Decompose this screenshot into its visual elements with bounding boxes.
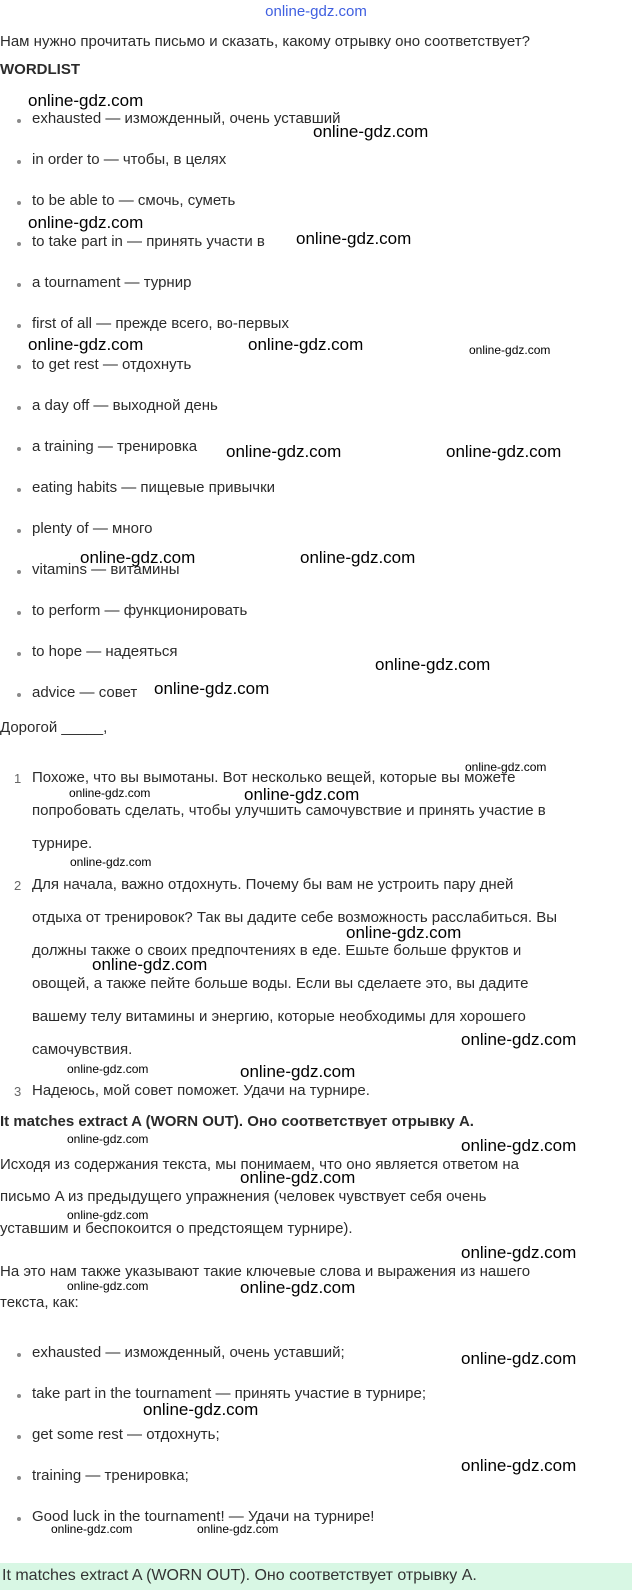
watermark: online-gdz.com (240, 1278, 356, 1297)
watermark: online-gdz.com (296, 229, 412, 248)
wordlist-item: first of all — прежде всего, во-первых (32, 315, 289, 332)
letter-greeting: Дорогой _____, (0, 719, 108, 736)
bullet-icon (17, 1476, 21, 1480)
bullet-icon (17, 283, 21, 287)
bullet-icon (17, 570, 21, 574)
watermark: online-gdz.com (92, 955, 208, 974)
explanation-line: уставшим и беспокоится о предстоящем турнире). (0, 1220, 353, 1237)
watermark: online-gdz.com (461, 1030, 577, 1049)
bullet-icon (17, 529, 21, 533)
match-statement: It matches extract A (WORN OUT). Оно соответствует отрывку A. (0, 1113, 474, 1130)
top-watermark: online-gdz.com (265, 3, 367, 20)
watermark: online-gdz.com (197, 1522, 279, 1536)
watermark: online-gdz.com (143, 1400, 259, 1419)
wordlist-item: in order to — чтобы, в целях (32, 151, 227, 168)
keywords-intro-line: На это нам также указывают такие ключевые слова и выражения из нашего (0, 1263, 531, 1280)
answer-text: It matches extract A (WORN OUT). Оно соответствует отрывку A. (2, 1567, 477, 1584)
watermark: online-gdz.com (461, 1349, 577, 1368)
watermark: online-gdz.com (375, 655, 491, 674)
wordlist-item: to hope — надеяться (32, 643, 178, 660)
bullet-icon (17, 119, 21, 123)
bullet-icon (17, 488, 21, 492)
bullet-icon (17, 1394, 21, 1398)
watermark: online-gdz.com (240, 1168, 356, 1187)
answer-bar (0, 1563, 632, 1590)
keyword-item: training — тренировка; (32, 1467, 189, 1484)
watermark: online-gdz.com (51, 1522, 133, 1536)
watermark: online-gdz.com (67, 1279, 149, 1293)
watermark: online-gdz.com (67, 1132, 149, 1146)
bullet-icon (17, 447, 21, 451)
watermark: online-gdz.com (28, 213, 144, 232)
watermark: online-gdz.com (80, 548, 196, 567)
wordlist-item: a tournament — турнир (32, 274, 192, 291)
bullet-icon (17, 693, 21, 697)
letter-line: отдыха от тренировок? Так вы дадите себе возможность расслабиться. Вы (32, 909, 557, 926)
question-text: Нам нужно прочитать письмо и сказать, какому отрывку оно соответствует? (0, 33, 530, 50)
wordlist-item: plenty of — много (32, 520, 153, 537)
explanation-line: Исходя из содержания текста, мы понимаем, что оно является ответом на (0, 1156, 520, 1173)
watermark: online-gdz.com (240, 1062, 356, 1081)
bullet-icon (17, 201, 21, 205)
wordlist-item: eating habits — пищевые привычки (32, 479, 276, 496)
wordlist-item: to get rest — отдохнуть (32, 356, 192, 373)
letter-line: должны также о своих предпочтениях в еде. Ешьте больше фруктов и (32, 942, 522, 959)
keyword-item: take part in the tournament — принять участие в турнире; (32, 1385, 426, 1402)
watermark: online-gdz.com (300, 548, 416, 567)
bullet-icon (17, 1353, 21, 1357)
wordlist-item: to perform — функционировать (32, 602, 248, 619)
list-number: 3 (14, 1084, 22, 1099)
keyword-item: get some rest — отдохнуть; (32, 1426, 220, 1443)
letter-line: попробовать сделать, чтобы улучшить самочувствие и принять участие в (32, 802, 546, 819)
list-number: 2 (14, 878, 22, 893)
bullet-icon (17, 324, 21, 328)
explanation-line: письмо A из предыдущего упражнения (человек чувствует себя очень (0, 1188, 487, 1205)
bullet-icon (17, 1517, 21, 1521)
watermark: online-gdz.com (461, 1456, 577, 1475)
letter-line: вашему телу витамины и энергию, которые необходимы для хорошего (32, 1008, 526, 1025)
keyword-item: exhausted — изможденный, очень уставший; (32, 1344, 345, 1361)
letter-line: Надеюсь, мой совет поможет. Удачи на турнире. (32, 1082, 370, 1099)
watermark: online-gdz.com (313, 122, 429, 141)
bullet-icon (17, 1435, 21, 1439)
keywords-intro-line: текста, как: (0, 1294, 79, 1311)
wordlist-item: a training — тренировка (32, 438, 198, 455)
watermark: online-gdz.com (70, 855, 152, 869)
letter-line: турнире. (32, 835, 93, 852)
keyword-item: Good luck in the tournament! — Удачи на турнире! (32, 1508, 375, 1525)
watermark: online-gdz.com (226, 442, 342, 461)
watermark: online-gdz.com (446, 442, 562, 461)
watermark: online-gdz.com (28, 335, 144, 354)
wordlist-item: advice — совет (32, 684, 138, 701)
watermark: online-gdz.com (248, 335, 364, 354)
wordlist-item: to take part in — принять участи в (32, 233, 265, 250)
bullet-icon (17, 242, 21, 246)
wordlist-item: a day off — выходной день (32, 397, 218, 414)
bullet-icon (17, 652, 21, 656)
letter-line: Похоже, что вы вымотаны. Вот несколько вещей, которые вы можете (32, 769, 516, 786)
letter-line: самочувствия. (32, 1041, 133, 1058)
watermark: online-gdz.com (67, 1208, 149, 1222)
bullet-icon (17, 365, 21, 369)
watermark: online-gdz.com (461, 1243, 577, 1262)
watermark: online-gdz.com (69, 786, 151, 800)
watermark: online-gdz.com (154, 679, 270, 698)
wordlist-heading: WORDLIST (0, 61, 80, 78)
watermark: online-gdz.com (465, 760, 547, 774)
watermark: online-gdz.com (28, 91, 144, 110)
letter-line: овощей, а также пейте больше воды. Если вы сделаете это, вы дадите (32, 975, 529, 992)
bullet-icon (17, 611, 21, 615)
watermark: online-gdz.com (469, 343, 551, 357)
bullet-icon (17, 406, 21, 410)
watermark: online-gdz.com (67, 1062, 149, 1076)
wordlist-item: exhausted — изможденный, очень уставший (32, 110, 341, 127)
watermark: online-gdz.com (346, 923, 462, 942)
watermark: online-gdz.com (244, 785, 360, 804)
bullet-icon (17, 160, 21, 164)
list-number: 1 (14, 771, 22, 786)
wordlist-item: vitamins — витамины (32, 561, 180, 578)
watermark: online-gdz.com (461, 1136, 577, 1155)
letter-line: Для начала, важно отдохнуть. Почему бы вам не устроить пару дней (32, 876, 514, 893)
wordlist-item: to be able to — смочь, суметь (32, 192, 236, 209)
